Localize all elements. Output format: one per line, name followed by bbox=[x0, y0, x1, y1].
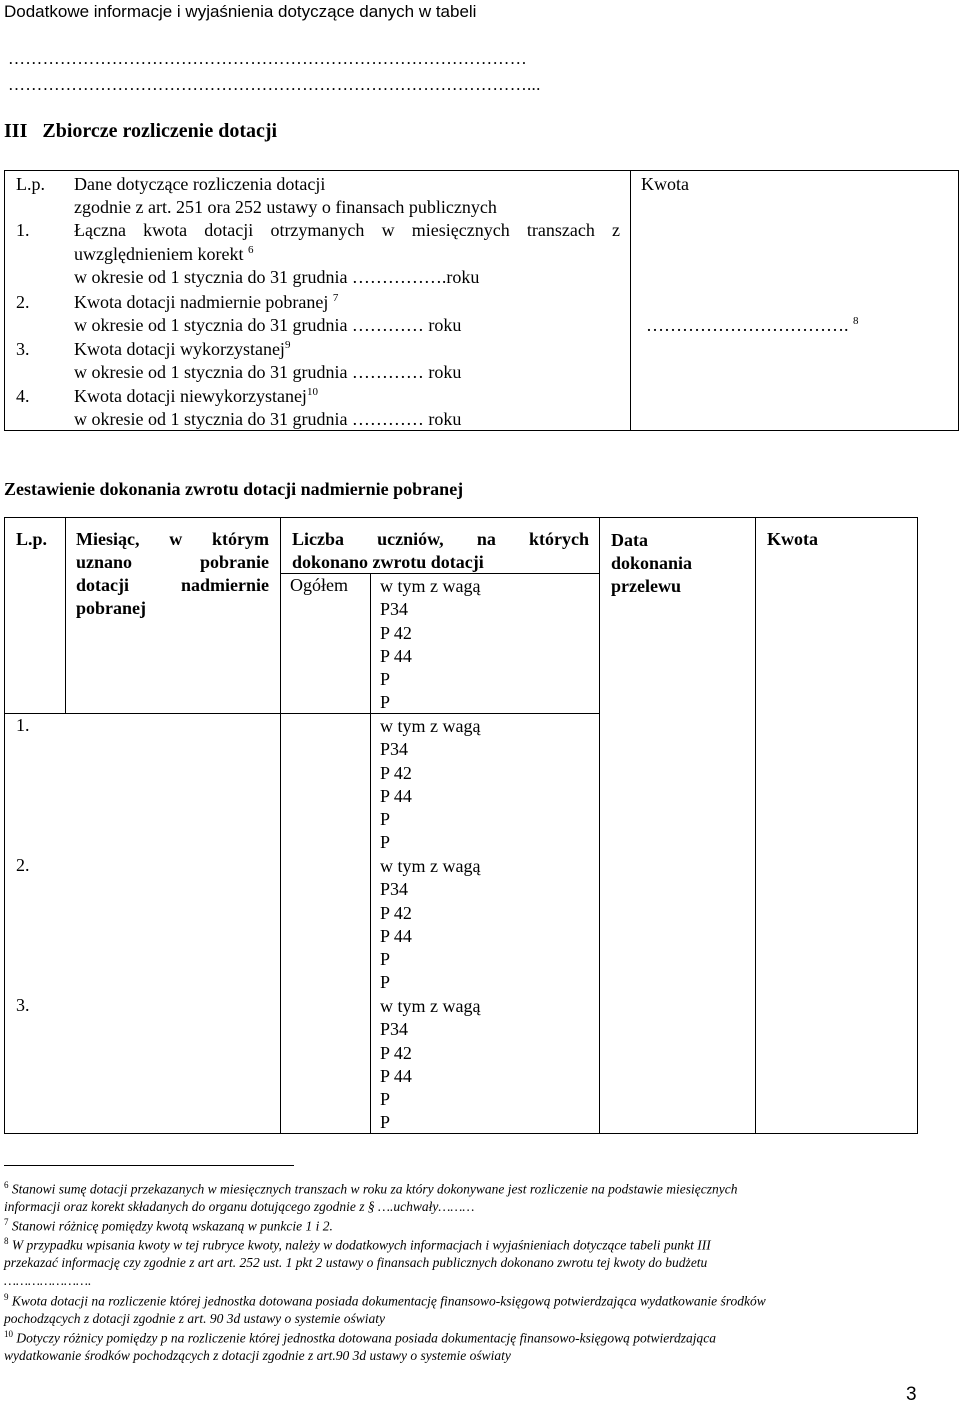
col-desc-header: Dane dotyczące rozliczenia dotacji bbox=[74, 174, 326, 194]
kwota-dots: ……………………………. bbox=[646, 315, 849, 335]
weight-label: P34 bbox=[380, 599, 409, 620]
weight-label: P 42 bbox=[380, 762, 412, 783]
dotted-line: ……………………………………………………………………………… bbox=[8, 49, 527, 68]
weight-label: w tym z wagą bbox=[380, 716, 481, 736]
footnote-text: W przypadku wpisania kwoty w tej rubryce kwoty, należy w dodatkowych informacjach i wyjaśnieniach dotyczące tabeli punkt III bbox=[11, 1237, 711, 1253]
weight-label: P34 bbox=[380, 1019, 409, 1040]
kwota-value bbox=[646, 315, 859, 336]
weight-label: P 42 bbox=[380, 902, 412, 923]
header-word: uznano bbox=[76, 552, 133, 572]
footnote-text: informacji oraz korekt składanych do organu dotującego zgodnie z § ….uchwały……… bbox=[4, 1199, 475, 1214]
weight-label: P bbox=[380, 1089, 391, 1110]
footnote-text: Dotyczy różnicy pomiędzy p na rozliczenie której jednostka dotowana posiada dokumentację finansowo-księgową potwierdzająca bbox=[16, 1330, 717, 1346]
header-word: Miesiąc, bbox=[76, 529, 140, 549]
footnote-number: 8 bbox=[4, 1236, 9, 1246]
weights-list bbox=[380, 575, 480, 715]
col-data-header bbox=[611, 529, 692, 598]
weights-list bbox=[380, 855, 480, 995]
weight-label: P34 bbox=[380, 739, 409, 760]
weight-label: P bbox=[380, 669, 391, 690]
header-word: na bbox=[476, 529, 496, 549]
row-text bbox=[74, 339, 290, 360]
weights-list bbox=[380, 995, 480, 1135]
col-lp-header: L.p. bbox=[16, 174, 45, 194]
row-text bbox=[74, 244, 253, 265]
row-text-line: uwzględnieniem korekt bbox=[74, 244, 244, 264]
footnote-text: …………………. bbox=[4, 1273, 92, 1288]
weight-label: w tym z wagą bbox=[380, 996, 481, 1016]
row-text bbox=[74, 386, 318, 407]
weight-label: P 42 bbox=[380, 1042, 412, 1063]
row-number: 2. bbox=[16, 855, 30, 875]
page-number: 3 bbox=[906, 1384, 917, 1405]
row-text bbox=[74, 220, 620, 241]
section-title: III Zbiorcze rozliczenie dotacji bbox=[4, 120, 278, 142]
row-number: 2. bbox=[16, 292, 30, 312]
row-text-line: w okresie od 1 stycznia do 31 grudnia …………….roku bbox=[74, 267, 480, 287]
weight-label: P bbox=[380, 972, 391, 993]
header-word: nadmiernie bbox=[181, 575, 269, 595]
footnote-ref: 6 bbox=[247, 244, 254, 256]
row-number: 1. bbox=[16, 715, 30, 735]
row-number: 1. bbox=[16, 220, 30, 240]
header-word: pobranej bbox=[76, 598, 147, 618]
header-word: którym bbox=[211, 529, 269, 549]
row-text bbox=[74, 292, 338, 313]
weight-label: P bbox=[380, 809, 391, 830]
weight-label: P bbox=[380, 692, 391, 713]
page-title: Dodatkowe informacje i wyjaśnienia dotyczące danych w tabeli bbox=[4, 2, 477, 21]
row-number: 4. bbox=[16, 386, 30, 406]
weight-label: P bbox=[380, 949, 391, 970]
col-desc-header-2: zgodnie z art. 251 ora 252 ustawy o finansach publicznych bbox=[74, 197, 497, 217]
weight-label: w tym z wagą bbox=[380, 856, 481, 876]
footnote-number: 7 bbox=[4, 1217, 9, 1227]
row-text-line: w okresie od 1 stycznia do 31 grudnia ………… roku bbox=[74, 362, 462, 382]
col-ogolem-header: Ogółem bbox=[290, 575, 348, 595]
footnote-number: 9 bbox=[4, 1292, 9, 1302]
footnote-text: pochodzących z dotacji zgodnie z art. 90 3d ustawy o systemie oświaty bbox=[4, 1311, 385, 1326]
weights-list bbox=[380, 715, 480, 855]
footnote-text: Stanowi sumę dotacji przekazanych w miesięcznych transzach w roku za który dokonywane jest rozliczenie na podstawie miesięcznych bbox=[11, 1181, 738, 1197]
header-word: pobranie bbox=[199, 552, 269, 572]
row-number: 3. bbox=[16, 339, 30, 359]
footnote-number: 10 bbox=[4, 1329, 13, 1339]
footnote-text: wydatkowanie środków pochodzących z dotacji zgodnie z art.90 3d ustawy o systemie oświaty bbox=[4, 1348, 511, 1363]
header-word: uczniów, bbox=[377, 529, 444, 549]
row-text-line: Łączna kwota dotacji otrzymanych w miesięcznych transzach z bbox=[74, 220, 620, 240]
weight-label: P bbox=[380, 1112, 391, 1133]
header-word: dotacji bbox=[76, 575, 129, 595]
weight-label: P34 bbox=[380, 879, 409, 900]
row-text-line: w okresie od 1 stycznia do 31 grudnia ………… roku bbox=[74, 315, 462, 335]
weight-label: P 44 bbox=[380, 785, 412, 806]
footnote-ref: 9 bbox=[284, 339, 291, 351]
footnote-number: 6 bbox=[4, 1180, 9, 1190]
footnote-text: przekazać informację czy zgodnie z art art. 252 ust. 1 pkt 2 ustawy o finansach publicznych dokonano zwrotu tej kwoty do budżetu bbox=[4, 1255, 708, 1270]
header-word: których bbox=[529, 529, 589, 549]
weight-label: P 42 bbox=[380, 622, 412, 643]
weight-label: w tym z wagą bbox=[380, 576, 481, 596]
footnote-separator bbox=[4, 1165, 294, 1166]
row-number: 3. bbox=[16, 995, 30, 1015]
footnote-ref: 7 bbox=[332, 292, 339, 304]
header-word: Liczba bbox=[292, 529, 344, 549]
footnote-text: Stanowi różnicę pomiędzy kwotą wskazaną w punkcie 1 i 2. bbox=[11, 1218, 333, 1234]
col-lp-header: L.p. bbox=[16, 529, 48, 549]
weight-label: P 44 bbox=[380, 645, 412, 666]
dotted-line: ………………………………………………………………………………... bbox=[8, 75, 541, 94]
header-word: przelewu bbox=[611, 576, 681, 596]
section-title: Zestawienie dokonania zwrotu dotacji nadmiernie pobranej bbox=[4, 479, 464, 499]
header-word: Data bbox=[611, 530, 648, 550]
header-line: dokonano zwrotu dotacji bbox=[292, 552, 484, 572]
weight-label: P 44 bbox=[380, 1065, 412, 1086]
footnote-ref: 8 bbox=[853, 315, 859, 327]
weight-label: P 44 bbox=[380, 925, 412, 946]
footnote-text: Kwota dotacji na rozliczenie której jednostka dotowana posiada dokumentację finansowo-księgową potwierdzająca wydatkowanie środków bbox=[11, 1293, 766, 1309]
row-text-line: Kwota dotacji wykorzystanej bbox=[74, 339, 285, 359]
col-kwota-header: Kwota bbox=[641, 174, 689, 194]
row-text-line: Kwota dotacji nadmiernie pobranej bbox=[74, 292, 329, 312]
header-word: dokonania bbox=[611, 553, 693, 573]
col-kwota-header: Kwota bbox=[767, 529, 818, 549]
header-word: w bbox=[169, 529, 183, 549]
row-text-line: Kwota dotacji niewykorzystanej bbox=[74, 386, 307, 406]
footnote-ref: 10 bbox=[306, 386, 318, 398]
row-text-line: w okresie od 1 stycznia do 31 grudnia ………… roku bbox=[74, 409, 462, 429]
weight-label: P bbox=[380, 832, 391, 853]
